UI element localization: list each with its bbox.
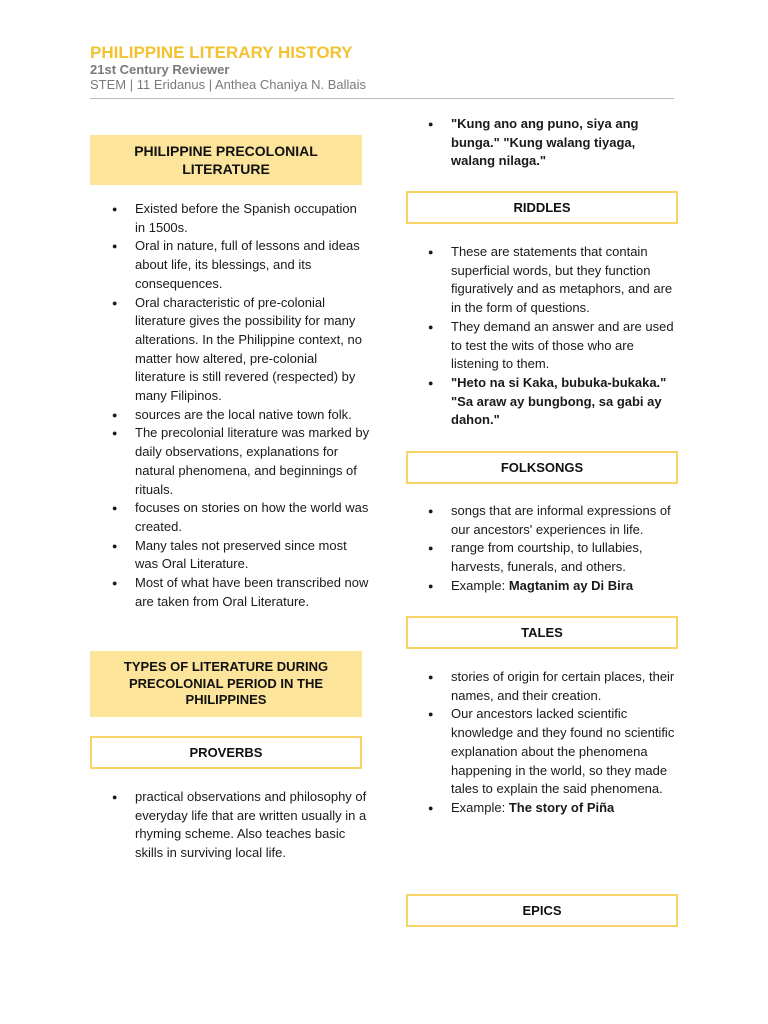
list-item: ● Oral characteristic of pre-colonial literature gives the possibility for many alterations. In the Philippine context, no matter how altered, pre-colonial literature is still revered (respected) by many Filipinos. <box>90 294 370 406</box>
example-label: Example: <box>451 577 509 593</box>
document-subtitle: 21st Century Reviewer <box>90 62 230 77</box>
section-heading-tales: TALES <box>406 616 678 649</box>
example-label: Example: <box>451 799 509 815</box>
header-divider <box>90 98 674 99</box>
list-item: ● stories of origin for certain places, their names, and their creation. <box>406 668 676 705</box>
precolonial-list <box>90 200 370 611</box>
list-item: ● Existed before the Spanish occupation in 1500s. <box>90 200 370 237</box>
list-item: ● focuses on stories on how the world was created. <box>90 499 370 536</box>
list-item <box>406 577 676 596</box>
list-item: ● Many tales not preserved since most was Oral Literature. <box>90 537 370 574</box>
section-heading-proverbs: PROVERBS <box>90 736 362 769</box>
list-item: ● They demand an answer and are used to test the wits of those who are listening to them. <box>406 318 676 374</box>
document-meta: STEM | 11 Eridanus | Anthea Chaniya N. Ballais <box>90 77 367 92</box>
section-heading-riddles: RIDDLES <box>406 191 678 224</box>
list-item: ● practical observations and philosophy of everyday life that are written usually in a rhyming scheme. Also teaches basic skills in surviving local life. <box>90 788 370 863</box>
list-item: ● The precolonial literature was marked by daily observations, explanations for natural phenomena, and beginnings of rituals. <box>90 424 370 499</box>
riddle-example: ● "Heto na si Kaka, bubuka-bukaka." "Sa araw ay bungbong, sa gabi ay dahon." <box>406 374 676 430</box>
list-item <box>406 799 676 818</box>
list-item: ● Oral in nature, full of lessons and ideas about life, its blessings, and its consequences. <box>90 237 370 293</box>
list-item: ● Our ancestors lacked scientific knowledge and they found no scientific explanation about the phenomena happening in the world, so they made tales to explain the said phenomena. <box>406 705 676 799</box>
tales-list <box>406 668 676 818</box>
list-item: ● songs that are informal expressions of our ancestors' experiences in life. <box>406 502 676 539</box>
section-heading-types: TYPES OF LITERATURE DURING PRECOLONIAL PERIOD IN THE PHILIPPINES <box>90 651 362 717</box>
list-item: ● These are statements that contain superficial words, but they function figuratively and as metaphors, and are in the form of questions. <box>406 243 676 318</box>
example-value: Magtanim ay Di Bira <box>508 577 634 593</box>
section-heading-precolonial: PHILIPPINE PRECOLONIAL LITERATURE <box>90 135 362 185</box>
section-heading-folksongs: FOLKSONGS <box>406 451 678 484</box>
proverbs-list <box>90 788 370 863</box>
document-header <box>90 43 366 93</box>
document-title: PHILIPPINE LITERARY HISTORY <box>90 43 353 62</box>
list-item: ● Most of what have been transcribed now are taken from Oral Literature. <box>90 574 370 611</box>
list-item: ● range from courtship, to lullabies, harvests, funerals, and others. <box>406 539 676 576</box>
list-item: ● sources are the local native town folk. <box>90 406 370 425</box>
example-value: The story of Piña <box>508 799 615 815</box>
proverbs-example-list <box>406 115 676 171</box>
section-heading-epics: EPICS <box>406 894 678 927</box>
riddles-list <box>406 243 676 430</box>
proverb-example: ● "Kung ano ang puno, siya ang bunga." "Kung walang tiyaga, walang nilaga." <box>406 115 676 171</box>
folksongs-list <box>406 502 676 596</box>
